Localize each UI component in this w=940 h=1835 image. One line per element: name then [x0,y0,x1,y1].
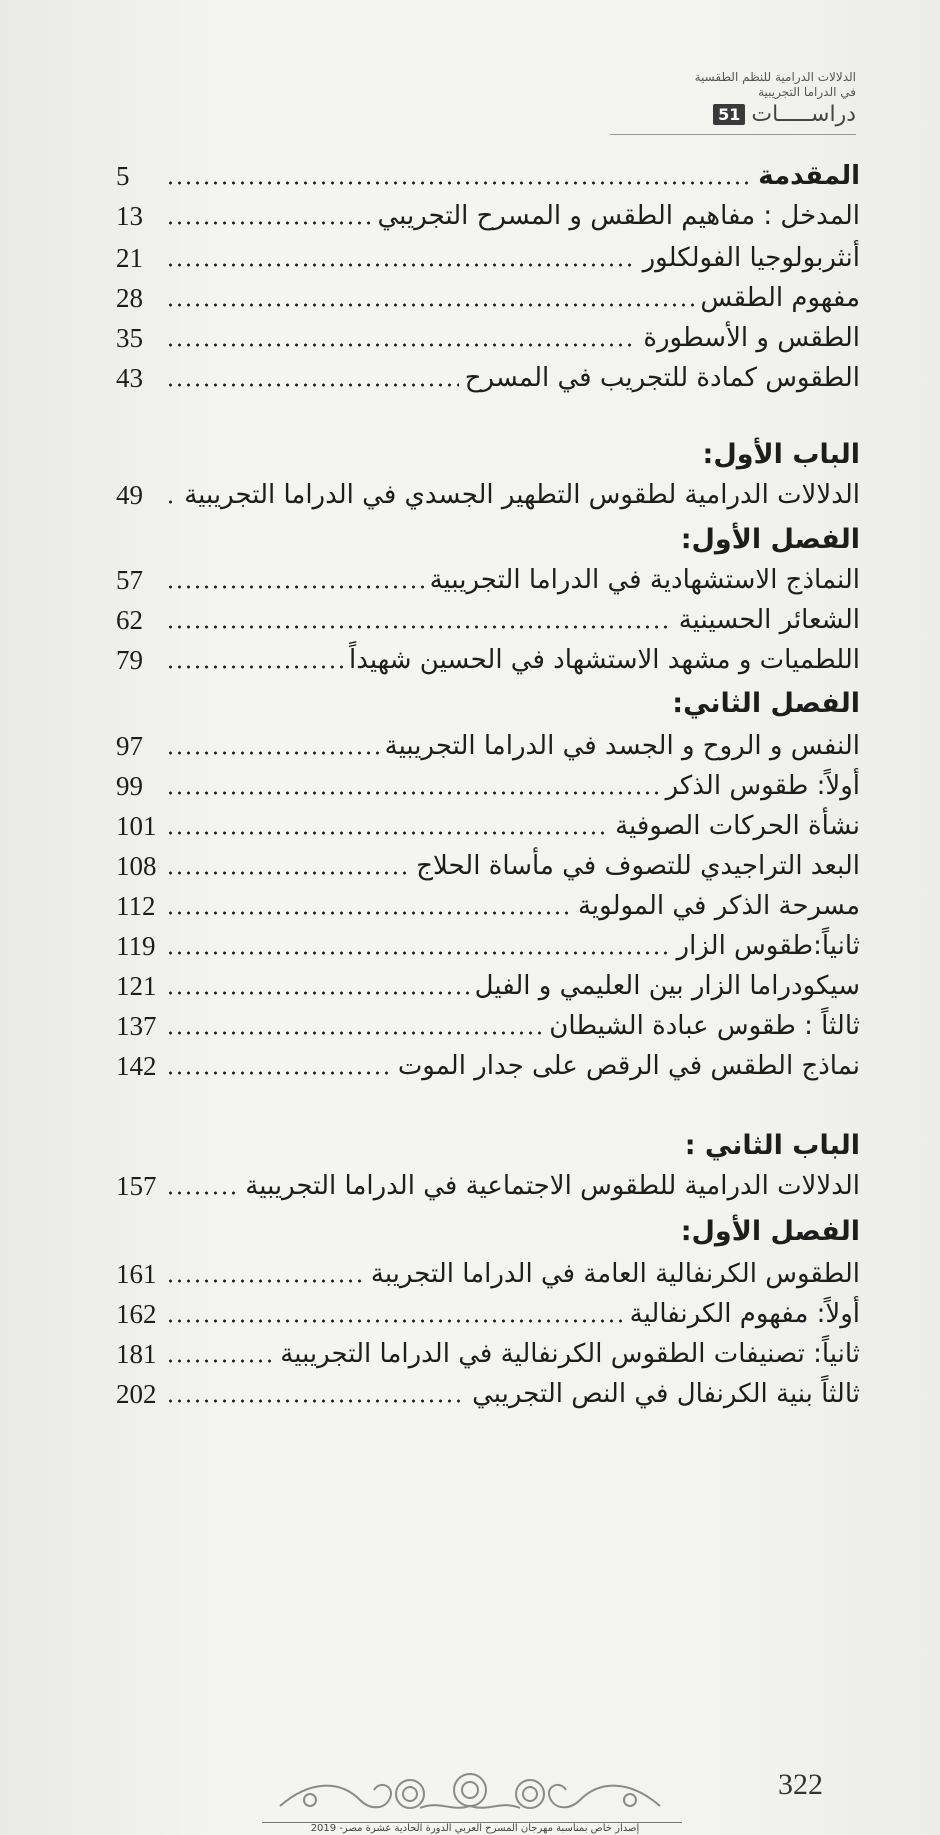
toc-entry[interactable] [116,560,860,600]
toc-entry-page-number: 108 [116,850,157,881]
publisher-note: إصدار خاص بمناسبة مهرجان المسرح العربي الدورة الحادية عشرة مصر- 2019 [310,1823,640,1834]
toc-entry-page-number: 35 [116,322,143,353]
toc-entry[interactable] [116,1006,860,1046]
toc-entry-page-number: 62 [116,604,143,635]
dot-leader [166,302,694,308]
running-header [596,70,856,127]
toc-entry-page-number: 57 [116,564,143,595]
toc-entry[interactable] [116,1166,860,1206]
toc-entry[interactable] [116,475,860,515]
toc-entry-page-number: 161 [116,1258,157,1289]
toc-entry-page-number: 142 [116,1050,157,1081]
toc-entry-page-number: 21 [116,242,143,273]
section-heading: الفصل الأول: [680,1216,860,1247]
toc-entry-page-number: 43 [116,362,143,393]
toc-entry-title: ثانياً:طقوس الزار [676,931,860,961]
section-heading: الفصل الأول: [680,524,860,555]
dot-leader [166,1318,624,1324]
toc-entry-title: أنثربولوجيا الفولكلور [642,243,860,273]
toc-entry-title: البعد التراجيدي للتصوف في مأساة الحلاج [416,851,860,881]
toc-entry-title: الطقس و الأسطورة [643,323,860,353]
toc-entry-title: مسرحة الذكر في المولوية [577,891,860,921]
decorative-ornament [270,1770,670,1816]
toc-entry-page-number: 137 [116,1010,157,1041]
toc-entry-page-number: 157 [116,1170,157,1201]
dot-leader [166,990,469,996]
toc-entry-title: الطقوس الكرنفالية العامة في الدراما التجريبة [370,1259,860,1289]
dot-leader [166,1358,274,1364]
toc-entry-page-number: 13 [116,200,143,231]
toc-entry-title: نشأة الحركات الصوفية [615,811,860,841]
dot-leader [166,499,178,505]
toc-entry-page-number: 112 [116,890,156,921]
section-heading: الباب الثاني : [684,1130,860,1161]
series-name: دراســـــات [751,102,856,127]
toc-entry-page-number: 162 [116,1298,157,1329]
toc-entry-title: أولاً: مفهوم الكرنفالية [629,1299,860,1329]
toc-entry-page-number: 202 [116,1378,157,1409]
dot-leader [166,262,637,268]
toc-entry[interactable] [116,846,860,886]
toc-entry[interactable] [116,806,860,846]
dot-leader [166,342,637,348]
toc-entry[interactable] [116,1374,860,1414]
toc-entry[interactable] [116,278,860,318]
toc-entry[interactable] [116,1334,860,1374]
toc-entry-title: المدخل : مفاهيم الطقس و المسرح التجريبي [377,201,860,231]
dot-leader [166,910,572,916]
toc-entry-page-number: 5 [116,160,130,191]
dot-leader [166,1070,392,1076]
toc-entry-page-number: 181 [116,1338,157,1369]
toc-entry-page-number: 97 [116,730,143,761]
toc-entry-page-number: 79 [116,644,143,675]
dot-leader [166,830,609,836]
series-number-badge: 51 [713,104,745,125]
toc-entry-title: نماذج الطقس في الرقص على جدار الموت [397,1051,860,1081]
toc-entry[interactable] [116,600,860,640]
dot-leader [166,624,673,630]
toc-entry-title: الطقوس كمادة للتجريب في المسرح [464,363,860,393]
toc-entry[interactable] [116,886,860,926]
series-label [596,102,856,127]
toc-entry[interactable] [116,1254,860,1294]
toc-entry[interactable] [116,1294,860,1334]
toc-entry-title: ثانياً: تصنيفات الطقوس الكرنفالية في الدراما التجريبية [280,1339,860,1369]
dot-leader [166,664,343,670]
toc-entry[interactable] [116,726,860,766]
toc-entry[interactable] [116,766,860,806]
toc-entry[interactable] [116,318,860,358]
toc-entry-page-number: 99 [116,770,143,801]
toc-entry[interactable] [116,966,860,1006]
toc-entry-title: اللطميات و مشهد الاستشهاد في الحسين شهيداً [349,645,860,675]
dot-leader [166,870,410,876]
toc-entry-page-number: 49 [116,479,143,510]
header-book-title-line2: في الدراما التجريبية [758,85,856,99]
toc-entry-title: ثالثاً بنية الكرنفال في النص التجريبي [472,1379,860,1409]
header-book-title-line1: الدلالات الدرامية للنظم الطقسية [694,70,856,84]
toc-entry[interactable] [116,926,860,966]
toc-entry-title: النماذج الاستشهادية في الدراما التجريبية [429,565,860,595]
toc-entry-page-number: 119 [116,930,156,961]
header-divider [610,134,856,135]
page-number: 322 [778,1768,823,1801]
toc-entry-title: ثالثاً : طقوس عبادة الشيطان [549,1011,860,1041]
toc-entry-title: المقدمة [758,161,860,191]
toc-entry-page-number: 101 [116,810,157,841]
dot-leader [166,220,372,226]
dot-leader [166,750,379,756]
toc-entry[interactable] [116,156,860,196]
dot-leader [166,180,752,186]
toc-entry-title: الشعائر الحسينية [678,605,860,635]
section-heading: الباب الأول: [702,439,860,470]
dot-leader [166,1278,365,1284]
dot-leader [166,790,660,796]
section-heading: الفصل الثاني: [672,688,860,719]
dot-leader [166,950,671,956]
toc-entry-title: الدلالات الدرامية لطقوس التطهير الجسدي في الدراما التجريبية [184,480,860,510]
toc-entry-title: مفهوم الطقس [700,283,860,313]
toc-entry-title: أولاً: طقوس الذكر [665,771,860,801]
toc-entry-page-number: 28 [116,282,143,313]
toc-entry-page-number: 121 [116,970,157,1001]
toc-entry-title: سيكودراما الزار بين العليمي و الفيل [474,971,860,1001]
dot-leader [166,1190,239,1196]
toc-entry[interactable] [116,196,860,236]
toc-entry[interactable] [116,238,860,278]
toc-entry[interactable] [116,1046,860,1086]
dot-leader [166,1398,466,1404]
toc-entry-title: الدلالات الدرامية للطقوس الاجتماعية في الدراما التجريبية [245,1171,860,1201]
toc-entry[interactable] [116,358,860,398]
dot-leader [166,382,459,388]
dot-leader [166,1030,543,1036]
dot-leader [166,584,424,590]
toc-entry[interactable] [116,640,860,680]
toc-entry-title: النفس و الروح و الجسد في الدراما التجريبية [384,731,860,761]
